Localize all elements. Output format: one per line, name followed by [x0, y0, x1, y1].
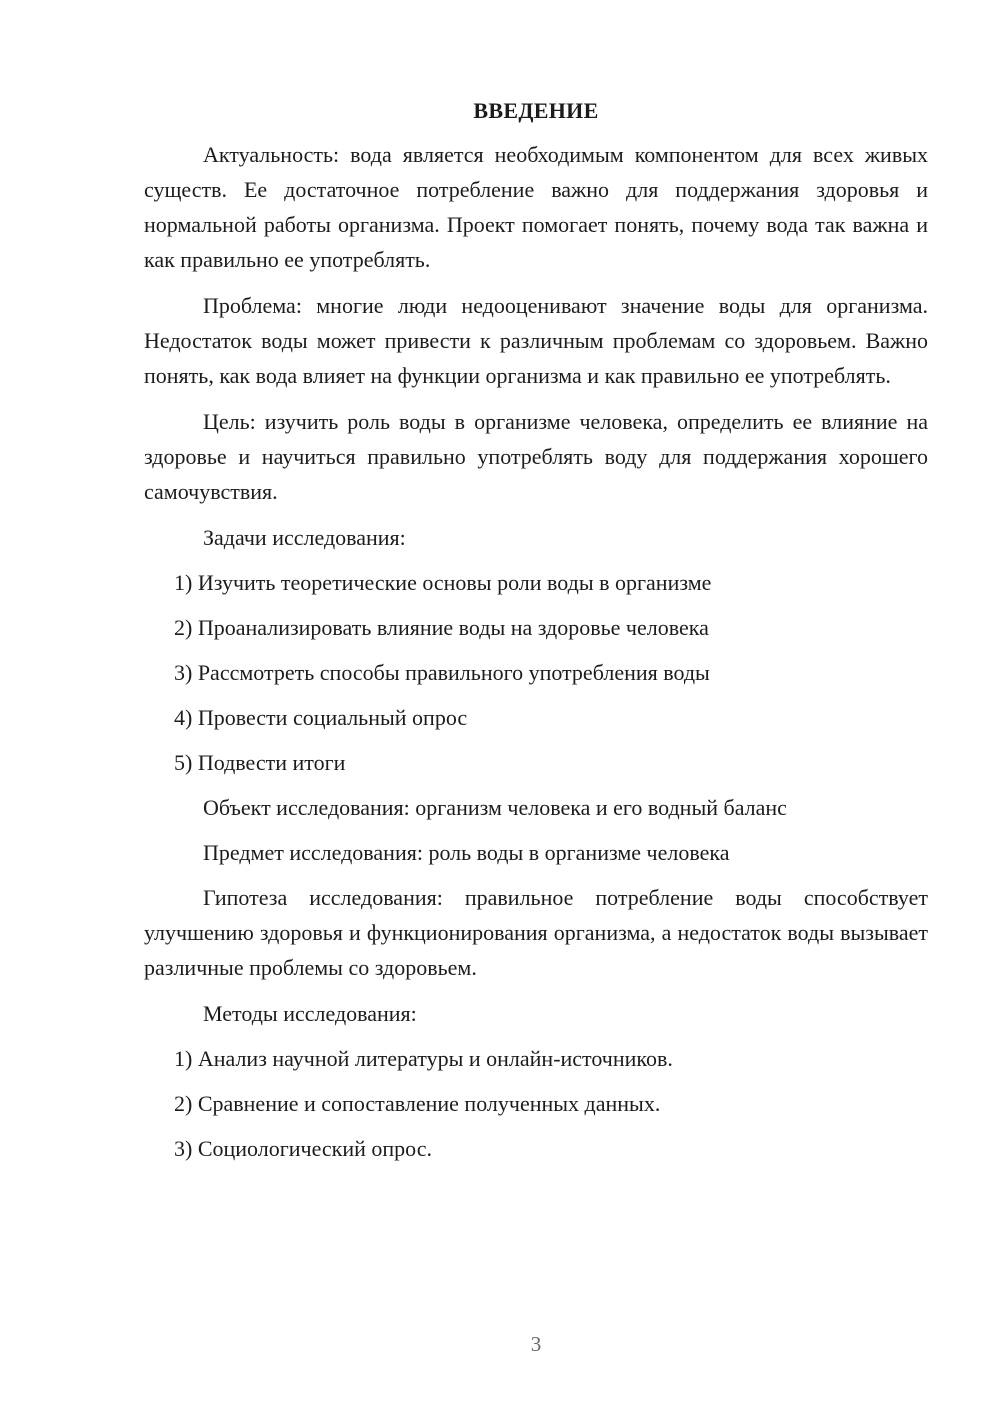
hypothesis-paragraph: Гипотеза исследования: правильное потребление воды способствует улучшению здоровья и функционирования организма, а недостаток воды вызывает различные проблемы со здоровьем.	[144, 885, 928, 980]
subject-line: Предмет исследования: роль воды в организме человека	[203, 840, 730, 865]
task-item: 1) Изучить теоретические основы роли воды в организме	[174, 570, 712, 595]
methods-heading: Методы исследования:	[203, 1001, 417, 1026]
task-item: 3) Рассмотреть способы правильного употребления воды	[174, 660, 710, 685]
method-item: 2) Сравнение и сопоставление полученных данных.	[174, 1091, 661, 1116]
page-number: 3	[530, 1332, 542, 1356]
object-line: Объект исследования: организм человека и его водный баланс	[203, 795, 787, 820]
relevance-paragraph: Актуальность: вода является необходимым компонентом для всех живых существ. Ее достаточное потребление важно для поддержания здоровья и нормальной работы организма. Проект помогает понять, почему вода так важна и как правильно ее употреблять.	[144, 142, 928, 272]
task-item: 4) Провести социальный опрос	[174, 705, 468, 730]
task-item: 5) Подвести итоги	[174, 750, 346, 775]
document-page	[144, 96, 928, 1176]
goal-paragraph: Цель: изучить роль воды в организме человека, определить ее влияние на здоровье и научиться правильно употреблять воду для поддержания хорошего самочувствия.	[144, 409, 928, 504]
tasks-heading: Задачи исследования:	[203, 525, 406, 550]
document-title: ВВЕДЕНИЕ	[473, 98, 599, 123]
method-item: 3) Социологический опрос.	[174, 1136, 432, 1161]
task-item: 2) Проанализировать влияние воды на здоровье человека	[174, 615, 709, 640]
problem-paragraph: Проблема: многие люди недооценивают значение воды для организма. Недостаток воды может привести к различным проблемам со здоровьем. Важно понять, как вода влияет на функции организма и как правильно ее употреблять.	[144, 293, 928, 388]
method-item: 1) Анализ научной литературы и онлайн-источников.	[174, 1046, 673, 1071]
